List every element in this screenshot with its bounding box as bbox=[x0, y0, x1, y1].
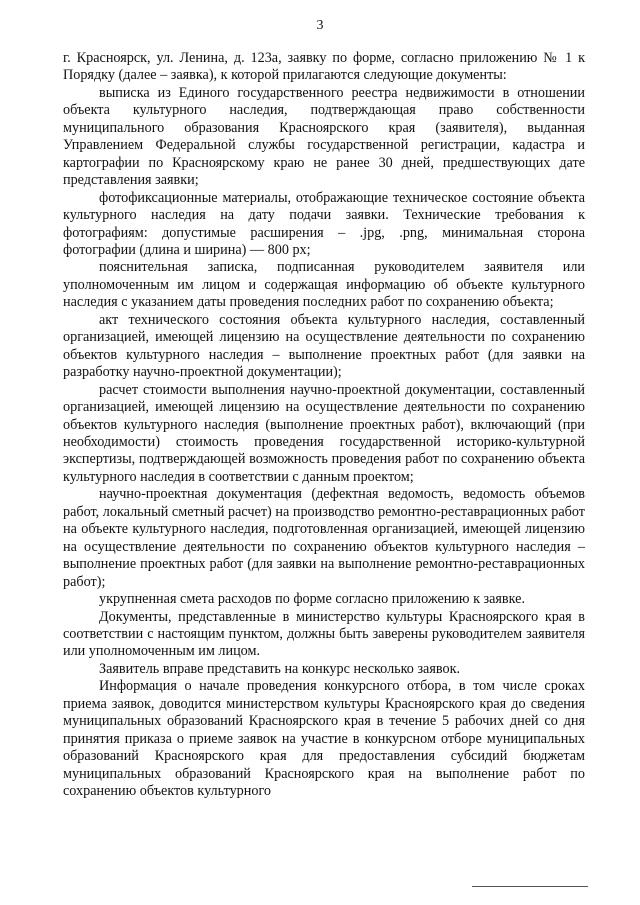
paragraph-multiple-applications: Заявитель вправе представить на конкурс несколько заявок. bbox=[99, 660, 461, 677]
page-number: 3 bbox=[316, 18, 324, 33]
paragraph-photo-materials: фотофиксационные материалы, отображающие техническое состояние объекта культурного наследия на дату подачи заявки. Технические требования к фотографиям: допустимые расширения – .jpg, .png, минимальная сторона фотографии (длина и ширина) — 800 px; bbox=[63, 189, 585, 258]
paragraph-egrn-extract: выписка из Единого государственного реестра недвижимости в отношении объекта культурного наследия, подтверждающая право собственности муниципального образования Красноярского края (заявителя), выданная Управлением Федеральной службы государственной регистрации, кадастра и картографии по Красноярскому краю не ранее 30 дней, предшествующих дате представления заявки; bbox=[63, 84, 585, 189]
paragraph-design-documentation: научно-проектная документация (дефектная ведомость, ведомость объемов работ, локальный сметный расчет) на производство ремонтно-реставрационных работ на объекте культурного наследия, подготовленная организацией, имеющей лицензию на осуществление деятельности по сохранению объектов культурного наследия – выполнение проектных работ (для заявки на выполнение ремонтно-реставрационных работ); bbox=[63, 486, 585, 590]
body-text bbox=[63, 50, 585, 800]
paragraph-cost-calculation: расчет стоимости выполнения научно-проектной документации, составленный организацией, имеющей лицензию на осуществление деятельности по сохранению объектов культурного наследия (выполнение проектных работ), включающий (при необходимости) стоимость проведения государственной историко-культурной экспертизы, подтверждающей возможность проведения работ по сохранению объекта культурного наследия в соответствии с данным проектом; bbox=[63, 381, 585, 485]
paragraph-selection-info: Информация о начале проведения конкурсного отбора, в том числе сроках приема заявок, доводится министерством культуры Красноярского края до сведения муниципальных образований Красноярского края в течение 5 рабочих дней со дня принятия приказа о приеме заявок на участие в конкурсном отборе муниципальных образований Красноярского края для предоставления субсидий бюджетам муниципальных образований Красноярского края на выполнение работ по сохранению объектов культурного bbox=[63, 678, 585, 800]
paragraph-intro: г. Красноярск, ул. Ленина, д. 123а, заявку по форме, согласно приложению № 1 к Порядку (далее – заявка), к которой прилагаются следующие документы: bbox=[63, 50, 585, 84]
paragraph-certification: Документы, представленные в министерство культуры Красноярского края в соответствии с настоящим пунктом, должны быть заверены руководителем заявителя или уполномоченным им лицом. bbox=[63, 608, 585, 660]
footer-divider bbox=[472, 886, 588, 887]
paragraph-cost-estimate: укрупненная смета расходов по форме согласно приложению к заявке. bbox=[99, 591, 526, 608]
paragraph-explanatory-note: пояснительная записка, подписанная руководителем заявителя или уполномоченным им лицом и содержащая информацию об объекте культурного наследия с указанием даты проведения последних работ по сохранению объекта; bbox=[63, 259, 585, 311]
paragraph-technical-act: акт технического состояния объекта культурного наследия, составленный организацией, имеющей лицензию на осуществление деятельности по сохранению объектов культурного наследия – выполнение проектных работ (для заявки на разработку научно-проектной документации); bbox=[63, 311, 585, 381]
